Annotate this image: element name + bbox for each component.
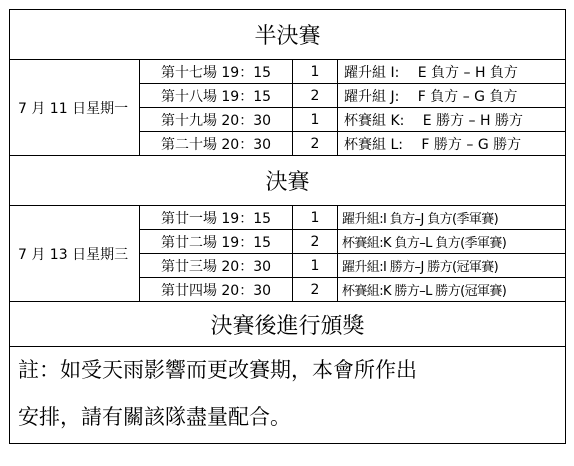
match-description: 躍升組:I 負方–J 負方(季軍賽) [338, 206, 566, 230]
semifinal-header-row [10, 10, 566, 60]
schedule-table [9, 9, 566, 444]
court-number: 1 [293, 60, 338, 84]
table-row [10, 206, 566, 230]
court-number: 1 [293, 108, 338, 132]
match-description: 杯賽組 K: E 勝方 – H 勝方 [338, 108, 566, 132]
final-date: 7 月 13 日星期三 [10, 206, 140, 302]
award-row [10, 302, 566, 347]
note-text [10, 347, 566, 444]
match-description: 杯賽組:K 勝方–L 勝方(冠軍賽) [338, 278, 566, 302]
award-text: 決賽後進行頒獎 [10, 302, 566, 347]
note-row [10, 347, 566, 444]
semifinal-date: 7 月 11 日星期一 [10, 60, 140, 156]
final-header-row [10, 156, 566, 206]
table-row [10, 60, 566, 84]
match-description: 躍升組 I: E 負方 – H 負方 [338, 60, 566, 84]
court-number: 1 [293, 254, 338, 278]
match-description: 躍升組 J: F 負方 – G 負方 [338, 84, 566, 108]
match-description: 杯賽組:K 負方–L 負方(季軍賽) [338, 230, 566, 254]
court-number: 2 [293, 230, 338, 254]
match-time: 第廿三場 20：30 [140, 254, 293, 278]
match-time: 第十八場 19：15 [140, 84, 293, 108]
match-time: 第廿一場 19：15 [140, 206, 293, 230]
match-time: 第二十場 20：30 [140, 132, 293, 156]
semifinal-title: 半決賽 [10, 10, 566, 60]
match-time: 第廿二場 19：15 [140, 230, 293, 254]
court-number: 1 [293, 206, 338, 230]
note-line-1: 註：如受天雨影響而更改賽期，本會所作出 [18, 358, 417, 382]
court-number: 2 [293, 84, 338, 108]
court-number: 2 [293, 278, 338, 302]
match-time: 第十七場 19：15 [140, 60, 293, 84]
match-description: 杯賽組 L: F 勝方 – G 勝方 [338, 132, 566, 156]
final-title: 決賽 [10, 156, 566, 206]
note-line-2: 安排，請有關該隊盡量配合。 [18, 405, 291, 429]
match-description: 躍升組:I 勝方–J 勝方(冠軍賽) [338, 254, 566, 278]
match-time: 第廿四場 20：30 [140, 278, 293, 302]
court-number: 2 [293, 132, 338, 156]
match-time: 第十九場 20：30 [140, 108, 293, 132]
